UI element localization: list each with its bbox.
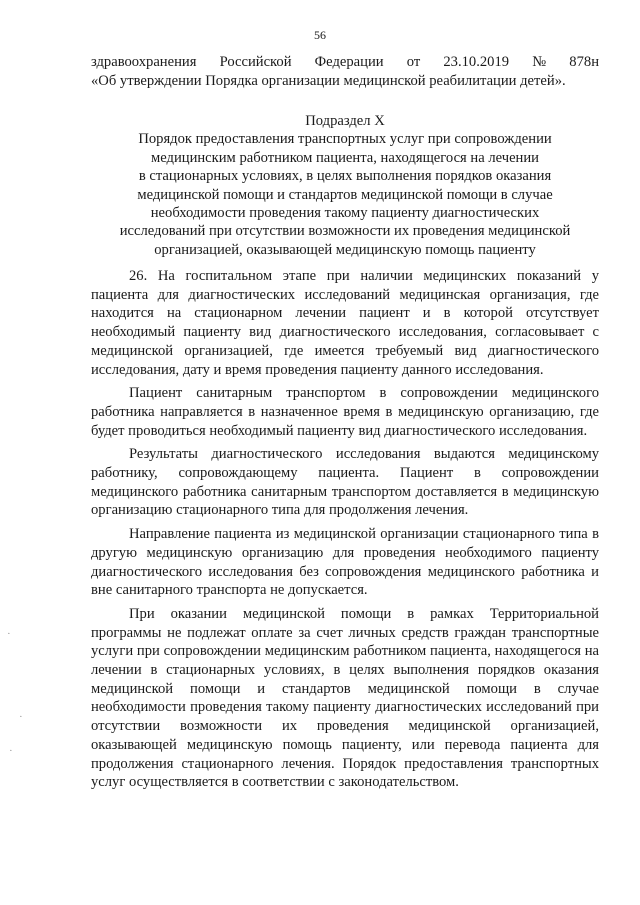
scan-mark: · <box>9 745 13 757</box>
section-title-line: исследований при отсутствии возможности их проведения медицинской <box>119 223 571 240</box>
paragraph: При оказании медицинской помощи в рамках Территориальной программы не подлежат оплате за счет личных средств граждан транспортные услуги при сопровождении медицинским работником пациента, находящегося на лечении в стационарных условиях, в целях выполнения порядков оказания медицинской помощи и стандартов медицинской помощи в случае необходимости проведения такому пациенту диагностических исследований при отсутствии возможности их проведения медицинской организацией, оказывающей медицинскую помощь пациенту, или перевода пациента для продолжения стационарного лечения. Порядок предоставления транспортных услуг осуществляется в соответствии с законодательством. <box>91 605 599 791</box>
section-title-line: организацией, оказывающей медицинскую помощь пациенту <box>154 241 536 258</box>
paragraph: Пациент санитарным транспортом в сопровождении медицинского работника направляется в назначенное время в медицинскую организацию, где будет проводиться необходимый пациенту вид диагностического исследования. <box>91 385 599 439</box>
intro-line-1 <box>91 53 599 72</box>
section-title-line: медицинской помощи и стандартов медицинской помощи в случае <box>137 186 553 203</box>
intro-word: здравоохранения <box>91 54 197 70</box>
paragraph: Результаты диагностического исследования выдаются медицинскому работнику, сопровождающему пациента. Пациент в сопровождении медицинского работника санитарным транспортом доставляется в медицинскую организацию стационарного типа для продолжения лечения. <box>91 446 599 519</box>
intro-word: Федерации <box>314 54 384 70</box>
intro-line-2: «Об утверждении Порядка организации медицинской реабилитации детей». <box>91 73 566 89</box>
section-title-line: медицинским работником пациента, находящегося на лечении <box>151 149 539 166</box>
section-title-line: необходимости проведения такому пациенту диагностических <box>150 205 540 222</box>
scan-mark: · <box>7 628 11 640</box>
section-title-line: Порядок предоставления транспортных услуг при сопровождении <box>138 131 552 148</box>
section-title-line: в стационарных условиях, в целях выполнения порядков оказания <box>138 168 552 185</box>
body-text <box>91 267 599 792</box>
intro-word: от <box>406 54 421 70</box>
subsection-heading: Подраздел X <box>305 113 385 129</box>
page-number: 56 <box>314 28 326 42</box>
intro-text <box>91 53 599 91</box>
intro-word: 23.10.2019 <box>443 54 510 70</box>
intro-word: 878н <box>569 54 599 70</box>
paragraph-26: 26. На госпитальном этапе при наличии медицинских показаний у пациента для диагностических исследований медицинская организация, где находится на стационарном лечении пациент и в которой отсутствует необходимый пациенту вид диагностического исследования, согласовывает с медицинской организацией, где имеется требуемый вид диагностического исследования, дату и время проведения пациенту данного исследования. <box>91 268 599 378</box>
intro-word: Российской <box>219 54 292 70</box>
paragraph: Направление пациента из медицинской организации стационарного типа в другую медицинскую организацию для проведения необходимого пациенту диагностического исследования без сопровождения медицинского работника и вне санитарного транспорта не допускается. <box>91 526 599 599</box>
section-heading-block <box>91 112 599 259</box>
scan-mark: · <box>19 711 23 723</box>
intro-word: № <box>532 54 547 70</box>
